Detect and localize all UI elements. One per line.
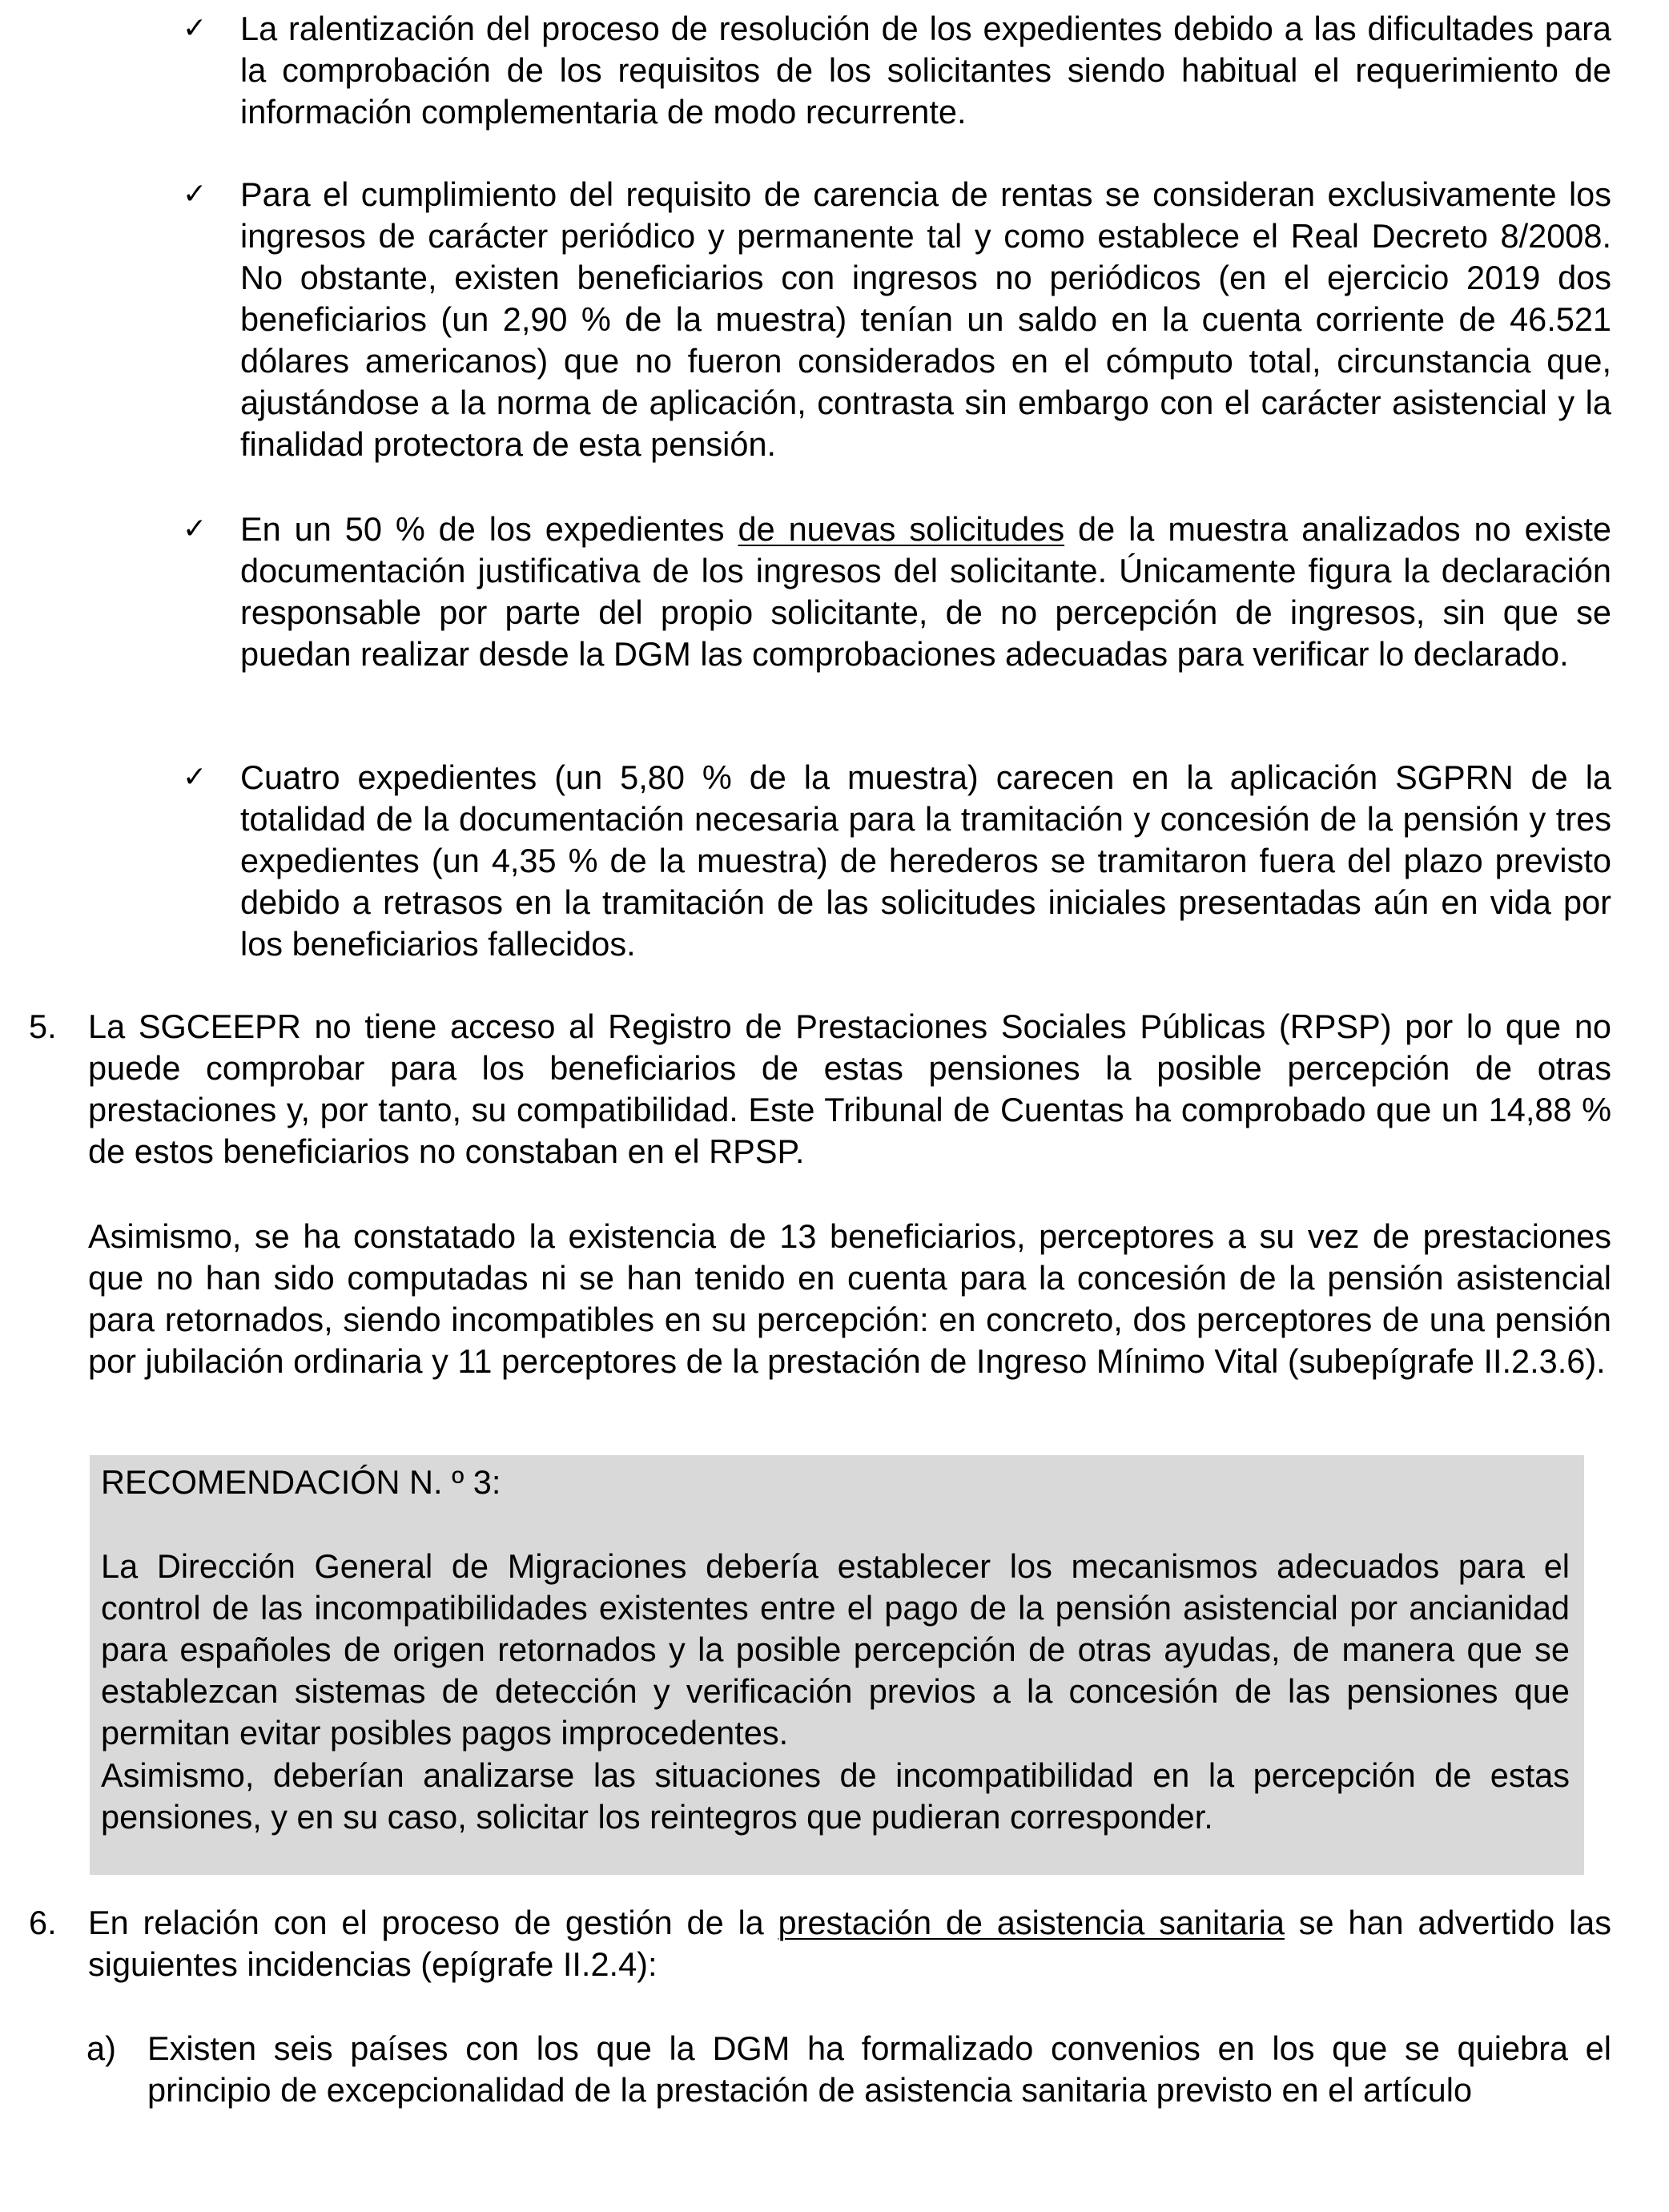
sub-item-marker: a): [86, 2029, 116, 2067]
sub-item-text: Existen seis países con los que la DGM ha formalizado convenios en los que se quiebra el principio de excepcionalidad de la prestación de asistencia sanitaria previsto en el artículo: [147, 2029, 1611, 2109]
recommendation-box: [90, 1455, 1584, 1875]
numbered-item-text-end: se han advertido las siguientes incidencias (epígrafe II.2.4):: [88, 1904, 1611, 1983]
checklist-item: [183, 8, 1611, 133]
numbered-item-text-start: En relación con el proceso de gestión de la: [88, 1904, 778, 1941]
recommendation-title: RECOMENDACIÓN N. º 3:: [101, 1463, 501, 1501]
checklist-item-text-end: de la muestra analizados no existe documentación justificativa de los ingresos del solicitante. Únicamente figura la declaración responsable por parte del propio solicitante, de no percepción de ingresos, sin que se puedan realizar desde la DGM las comprobaciones adecuadas para verificar lo declarado.: [240, 510, 1611, 673]
numbered-item-5: [29, 1006, 1611, 1172]
checklist-item-text-start: En un 50 % de los expedientes: [240, 510, 738, 548]
item-number: 5.: [29, 1007, 57, 1045]
checkmark-icon: ✓: [183, 513, 207, 545]
checklist-item-text: Para el cumplimiento del requisito de carencia de rentas se consideran exclusivamente los ingresos de carácter periódico y permanente tal y como establece el Real Decreto 8/2008. No obstante, existen beneficiarios con ingresos no periódicos (en el ejercicio 2019 dos beneficiarios (un 2,90 % de la muestra) tenían un saldo en la cuenta corriente de 46.521 dólares americanos) que no fueron considerados en el cómputo total, circunstancia que, ajustándose a la norma de aplicación, contrasta sin embargo con el carácter asistencial y la finalidad protectora de esta pensión.: [240, 175, 1611, 463]
recommendation-paragraph: La Dirección General de Migraciones debería establecer los mecanismos adecuados para el control de las incompatibilidades existentes entre el pago de la pensión asistencial por ancianidad para españoles de origen retornados y la posible percepción de otras ayudas, de manera que se establezcan sistemas de detección y verificación previos a la concesión de las pensiones que permitan evitar posibles pagos improcedentes.: [101, 1547, 1570, 1752]
numbered-item-6: [29, 1902, 1611, 1985]
underlined-phrase: prestación de asistencia sanitaria: [778, 1904, 1285, 1941]
checklist-item-text: La ralentización del proceso de resolución de los expedientes debido a las dificultades para la comprobación de los requisitos de los solicitantes siendo habitual el requerimiento de información complementaria de modo recurrente.: [240, 10, 1611, 131]
paragraph-text: Asimismo, se ha constatado la existencia de 13 beneficiarios, perceptores a su vez de prestaciones que no han sido computadas ni se han tenido en cuenta para la concesión de la pensión asistencial para retornados, siendo incompatibles en su percepción: en concreto, dos perceptores de una pensión por jubilación ordinaria y 11 perceptores de la prestación de Ingreso Mínimo Vital (subepígrafe II.2.3.6).: [88, 1217, 1611, 1380]
paragraph: [88, 1216, 1611, 1382]
recommendation-paragraph: Asimismo, deberían analizarse las situaciones de incompatibilidad en la percepción de estas pensiones, y en su caso, solicitar los reintegros que pudieran corresponder.: [101, 1756, 1570, 1836]
checkmark-icon: ✓: [183, 12, 207, 45]
numbered-item-text: La SGCEEPR no tiene acceso al Registro de Prestaciones Sociales Públicas (RPSP) por lo que no puede comprobar para los beneficiarios de estas pensiones la posible percepción de otras prestaciones y, por tanto, su compatibilidad. Este Tribunal de Cuentas ha comprobado que un 14,88 % de estos beneficiarios no constaban en el RPSP.: [88, 1007, 1611, 1170]
checklist-item: [183, 509, 1611, 675]
item-number: 6.: [29, 1904, 57, 1941]
checklist-item: [183, 757, 1611, 965]
checklist-item-text: Cuatro expedientes (un 5,80 % de la muestra) carecen en la aplicación SGPRN de la totalidad de la documentación necesaria para la tramitación y concesión de la pensión y tres expedientes (un 4,35 % de la muestra) de herederos se tramitaron fuera del plazo previsto debido a retrasos en la tramitación de las solicitudes iniciales presentadas aún en vida por los beneficiarios fallecidos.: [240, 758, 1611, 963]
underlined-phrase: de nuevas solicitudes: [738, 510, 1065, 548]
checkmark-icon: ✓: [183, 761, 207, 794]
checkmark-icon: ✓: [183, 178, 207, 211]
sub-item-a: [86, 2028, 1611, 2111]
checklist-item: [183, 174, 1611, 465]
